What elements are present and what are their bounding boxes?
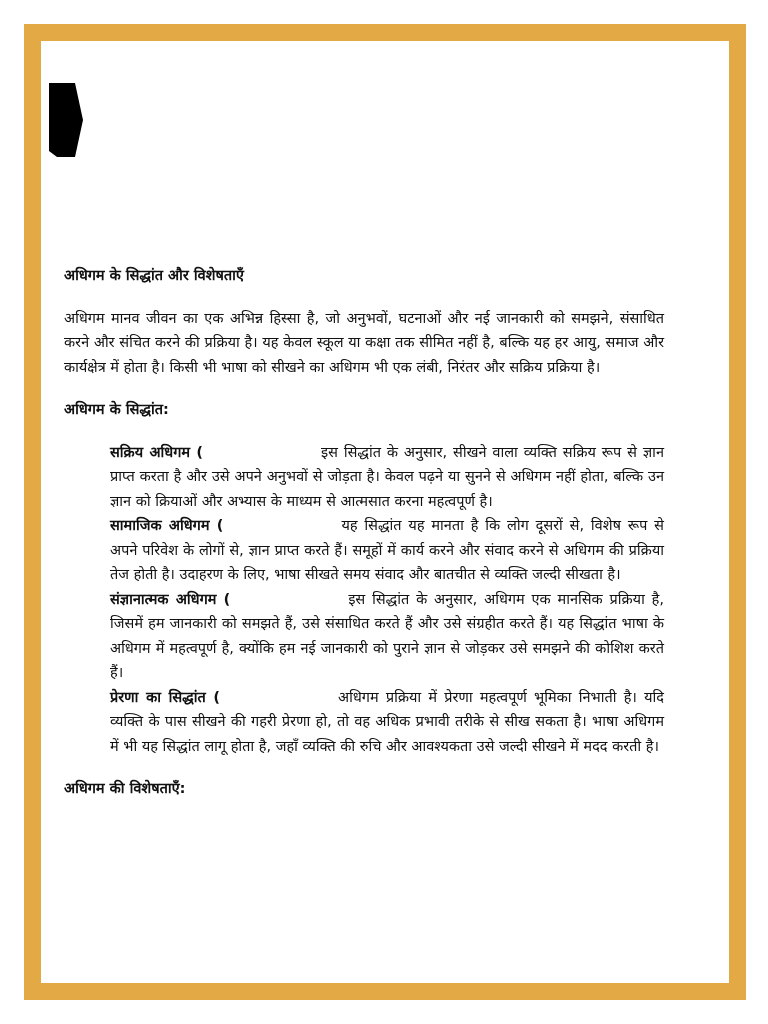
principle-term: संज्ञानात्मक अधिगम ( xyxy=(110,591,231,608)
principle-text: अधिगम प्रक्रिया में प्रेरणा महत्वपूर्ण भूमिका निभाती है। यदि व्यक्ति के पास सीखने की गहरी प्रेरणा हो, तो वह अधिक प्रभावी तरीके से सीख सकता है। भाषा अधिगम में भी यह सिद्धांत लागू होता है, जहाँ व्यक्ति की रुचि और आवश्यकता उसे जल्दी सीखने में मदद करती है। xyxy=(110,689,664,755)
principle-term: सक्रिय अधिगम ( xyxy=(110,444,203,461)
features-heading: अधिगम की विशेषताएँ: xyxy=(64,781,186,797)
principles-list xyxy=(110,441,664,760)
document-body xyxy=(64,264,664,820)
principles-heading: अधिगम के सिद्धांत: xyxy=(64,402,169,418)
principle-item xyxy=(110,588,664,686)
intro-paragraph: अधिगम मानव जीवन का एक अभिन्न हिस्सा है, जो अनुभवों, घटनाओं और नई जानकारी को समझने, संसाधित करने और संचित करने की प्रक्रिया है। यह केवल स्कूल या कक्षा तक सीमित नहीं है, बल्कि यह हर आयु, समाज और कार्यक्षेत्र में होता है। किसी भी भाषा को सीखने का अधिगम भी एक लंबी, निरंतर और सक्रिय प्रक्रिया है। xyxy=(64,310,664,376)
principle-item xyxy=(110,441,664,515)
principle-text: इस सिद्धांत के अनुसार, अधिगम एक मानसिक प्रक्रिया है, जिसमें हम जानकारी को समझते हैं, उसे संसाधित करते हैं और उसे संग्रहीत करते हैं। यह सिद्धांत भाषा के अधिगम में महत्वपूर्ण है, क्योंकि हम नई जानकारी को पुराने ज्ञान से जोड़कर उसे समझने की कोशिश करते हैं। xyxy=(110,591,664,681)
principle-term: सामाजिक अधिगम ( xyxy=(110,518,224,534)
principle-item xyxy=(110,686,664,760)
principle-text: यह सिद्धांत यह मानता है कि लोग दूसरों से, विशेष रूप से अपने परिवेश के लोगों से, ज्ञान प्राप्त करते हैं। समूहों में कार्य करने और संवाद करने से अधिगम की प्रक्रिया तेज होती है। उदाहरण के लिए, भाषा सीखते समय संवाद और बातचीत से व्यक्ति जल्दी सीखता है। xyxy=(110,518,664,583)
document-title: अधिगम के सिद्धांत और विशेषताएँ xyxy=(64,268,244,284)
principle-text: इस सिद्धांत के अनुसार, सीखने वाला व्यक्ति सक्रिय रूप से ज्ञान प्राप्त करता है और उसे अपने अनुभवों से जोड़ता है। केवल पढ़ने या सुनने से अधिगम नहीं होता, बल्कि उन ज्ञान को क्रियाओं और अभ्यास के माध्यम से आत्मसात करना महत्वपूर्ण है। xyxy=(110,444,664,510)
principle-item xyxy=(110,514,664,588)
principle-term: प्रेरणा का सिद्धांत ( xyxy=(110,689,221,706)
bookmark-tab-icon xyxy=(49,83,83,157)
